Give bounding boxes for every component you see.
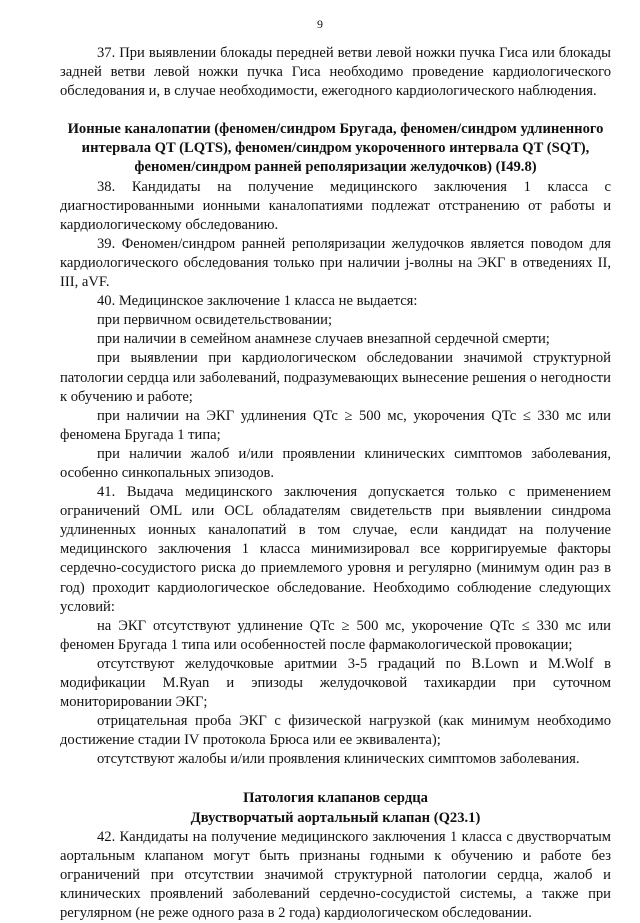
- paragraph-39: 39. Феномен/синдром ранней реполяризации желудочков является поводом для кардиологического обследования только при наличии j-волны на ЭКГ в отведениях II, III, aVF.: [60, 235, 611, 291]
- list-item: отсутствуют желудочковые аритмии 3-5 градаций по B.Lown и M.Wolf в модификации M.Ryan и эпизоды желудочковой тахикардии при суточном мониторировании ЭКГ;: [60, 655, 611, 711]
- section-heading-valve-pathology: Патология клапанов сердца: [243, 790, 428, 807]
- subsection-heading-bicuspid-valve: Двустворчатый аортальный клапан (Q23.1): [190, 809, 481, 826]
- list-item: при наличии в семейном анамнезе случаев внезапной сердечной смерти;: [97, 331, 550, 348]
- page-number: 9: [317, 17, 323, 31]
- list-item: при первичном освидетельствовании;: [97, 312, 333, 329]
- list-item: при наличии на ЭКГ удлинения QTc ≥ 500 мс, укорочения QTc ≤ 330 мс или феномена Бругада 1 типа;: [60, 407, 611, 443]
- page-content: [60, 44, 611, 923]
- paragraph-41: 41. Выдача медицинского заключения допускается только с применением ограничений OML или OCL обладателям свидетельств при выявлении синдрома удлиненных ионных каналопатий в том случае, если кандидат на получение медицинского заключения 1 класса минимизировал все корригируемые факторы сердечно-сосудистого риска до приемлемого уровня и регулярно (минимум один раз в год) проходит кардиологическое обследование. Необходимо соблюдение следующих условий:: [60, 484, 611, 615]
- list-item: на ЭКГ отсутствуют удлинение QTc ≥ 500 мс, укорочение QTc ≤ 330 мс или феномен Бругада 1 типа или особенностей после фармакологической провокации;: [60, 617, 611, 653]
- list-item: отрицательная проба ЭКГ с физической нагрузкой (как минимум необходимо достижение стадии IV протокола Брюса или ее эквивалента);: [60, 713, 611, 749]
- paragraph-37: 37. При выявлении блокады передней ветви левой ножки пучка Гиса или блокады задней ветви левой ножки пучка Гиса необходимо проведение кардиологического обследования и, в случае необходимости, ежегодного кардиологического наблюдения.: [60, 45, 611, 100]
- paragraph-38: 38. Кандидаты на получение медицинского заключения 1 класса с диагностированными ионными каналопатиями подлежат отстранению от работы и кардиологическому обследованию.: [60, 178, 611, 233]
- list-item: отсутствуют жалобы и/или проявления клинических симптомов заболевания.: [97, 751, 580, 768]
- paragraph-40: 40. Медицинское заключение 1 класса не выдается:: [97, 293, 418, 310]
- list-item: при наличии жалоб и/или проявлении клинических симптомов заболевания, особенно синкопальных эпизодов.: [60, 445, 611, 481]
- section-heading-ion-channelopathies: Ионные каналопатии (феномен/синдром Бругада, феномен/синдром удлиненного интервала QT (LQTS), феномен/синдром укороченного интервала QT (SQT), феномен/синдром ранней реполяризации желудочков) (I49.8): [67, 121, 604, 176]
- paragraph-42: 42. Кандидаты на получение медицинского заключения 1 класса с двустворчатым аортальным клапаном могут быть признаны годными к обучению и работе без ограничений при отсутствии значимой структурной патологии сердца, жалоб и клинических проявлений заболеваний сердечно-сосудистой системы, а также при регулярном (не реже одного раза в 2 года) кардиологическом обследовании.: [60, 828, 611, 922]
- list-item: при выявлении при кардиологическом обследовании значимой структурной патологии сердца или заболеваний, подразумевающих вынесение решения о негодности к обучению и работе;: [60, 350, 611, 405]
